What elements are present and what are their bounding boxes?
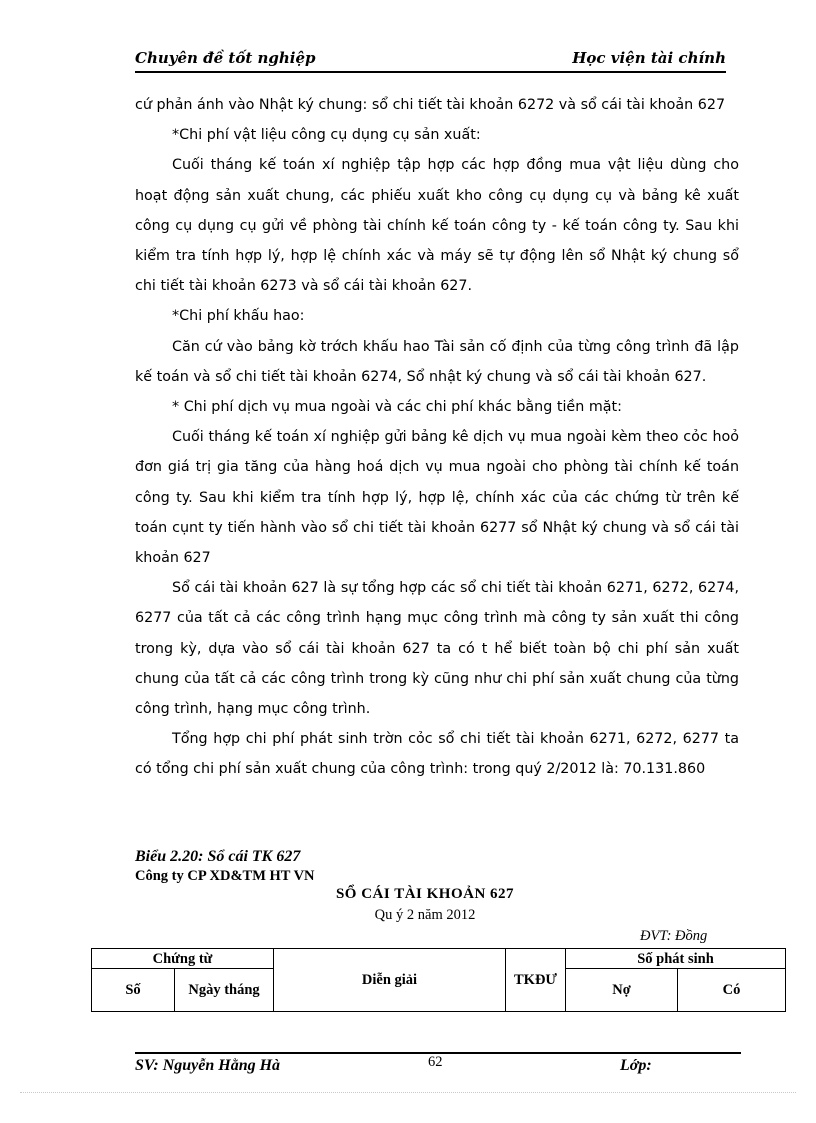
body-text [135,90,739,785]
paragraph: cứ phản ánh vào Nhật ký chung: sổ chi tiết tài khoản 6272 và sổ cái tài khoản 627 [135,97,726,113]
header-voucher-number: Số [92,969,175,1012]
header-amount-group: Số phát sinh [566,949,786,969]
footer-student: SV: Nguyễn Hằng Hà [135,1057,281,1074]
ledger-table [91,948,786,1012]
paragraph: Tổng hợp chi phí phát sinh trờn cỏc sổ chi tiết tài khoản 6271, 6272, 6277 ta có tổng chi phí sản xuất chung của công trình: trong quý 2/2012 là: 70.131.860 [135,731,739,778]
paragraph: Căn cứ vào bảng kờ trớch khấu hao Tài sản cố định của từng công trình đã lập kế toán và sổ chi tiết tài khoản 6274, Sổ nhật ký chung và sổ cái tài khoản 627. [135,338,739,385]
paragraph: Cuối tháng kế toán xí nghiệp tập hợp các hợp đồng mua vật liệu dùng cho hoạt động sản xuất chung, các phiếu xuất kho công cụ dụng cụ và bảng kê xuất công cụ dụng cụ gửi về phòng tài chính kế toán công ty - kế toán công ty. Sau khi kiểm tra tính hợp lý, hợp lệ chính xác và máy sẽ tự động lên sổ Nhật ký chung sổ chi tiết tài khoản 6273 và sổ cái tài khoản 627. [135,157,739,295]
header-contra-account: TKĐƯ [506,949,566,1012]
header-topic: Chuyên đề tốt nghiệp [135,49,316,67]
footer-class: Lớp: [620,1057,652,1074]
header-credit: Có [678,969,786,1012]
header-voucher-group: Chứng từ [92,949,274,969]
company-name: Công ty CP XD&TM HT VN [135,868,315,884]
paragraph: *Chi phí vật liệu công cụ dụng cụ sản xuất: [172,127,481,144]
paragraph: Cuối tháng kế toán xí nghiệp gửi bảng kê dịch vụ mua ngoài kèm theo cỏc hoỏ đơn giá trị gia tăng của hàng hoá dịch vụ mua ngoài cho phòng tài chính kế toán công ty. Sau khi kiểm tra tính hợp lý, hợp lệ, chính xác của các chứng từ trên kế toán cụnt ty tiến hành vào sổ chi tiết tài khoản 6277 sổ Nhật ký chung và sổ cái tài khoản 627 [135,429,739,567]
header-institution: Học viện tài chính [572,49,726,67]
header-description: Diễn giải [274,949,506,1012]
ledger-title: SỔ CÁI TÀI KHOẢN 627 [335,886,515,902]
figure-caption: Biểu 2.20: Sổ cái TK 627 [135,848,301,865]
header-debit: Nợ [566,969,678,1012]
header-voucher-date: Ngày tháng [175,969,274,1012]
page-edge-divider [20,1092,796,1093]
paragraph: *Chi phí khấu hao: [172,308,305,325]
ledger-period: Qu ý 2 năm 2012 [374,907,476,923]
page-number: 62 [428,1054,443,1070]
table-header-row [92,949,786,969]
currency-unit: ĐVT: Đồng [640,928,708,944]
paragraph: Sổ cái tài khoản 627 là sự tổng hợp các sổ chi tiết tài khoản 6271, 6272, 6274, 6277 của tất cả các công trình hạng mục công trình mà công ty sản xuất thi công trong kỳ, dựa vào sổ cái tài khoản 627 ta có t hể biết toàn bộ chi phí sản xuất chung của tất cả các công trình trong kỳ cũng như chi phí sản xuất chung của từng công trình, hạng mục công trình. [135,580,739,718]
paragraph: * Chi phí dịch vụ mua ngoài và các chi phí khác bằng tiền mặt: [172,399,622,416]
page-header [135,47,726,73]
